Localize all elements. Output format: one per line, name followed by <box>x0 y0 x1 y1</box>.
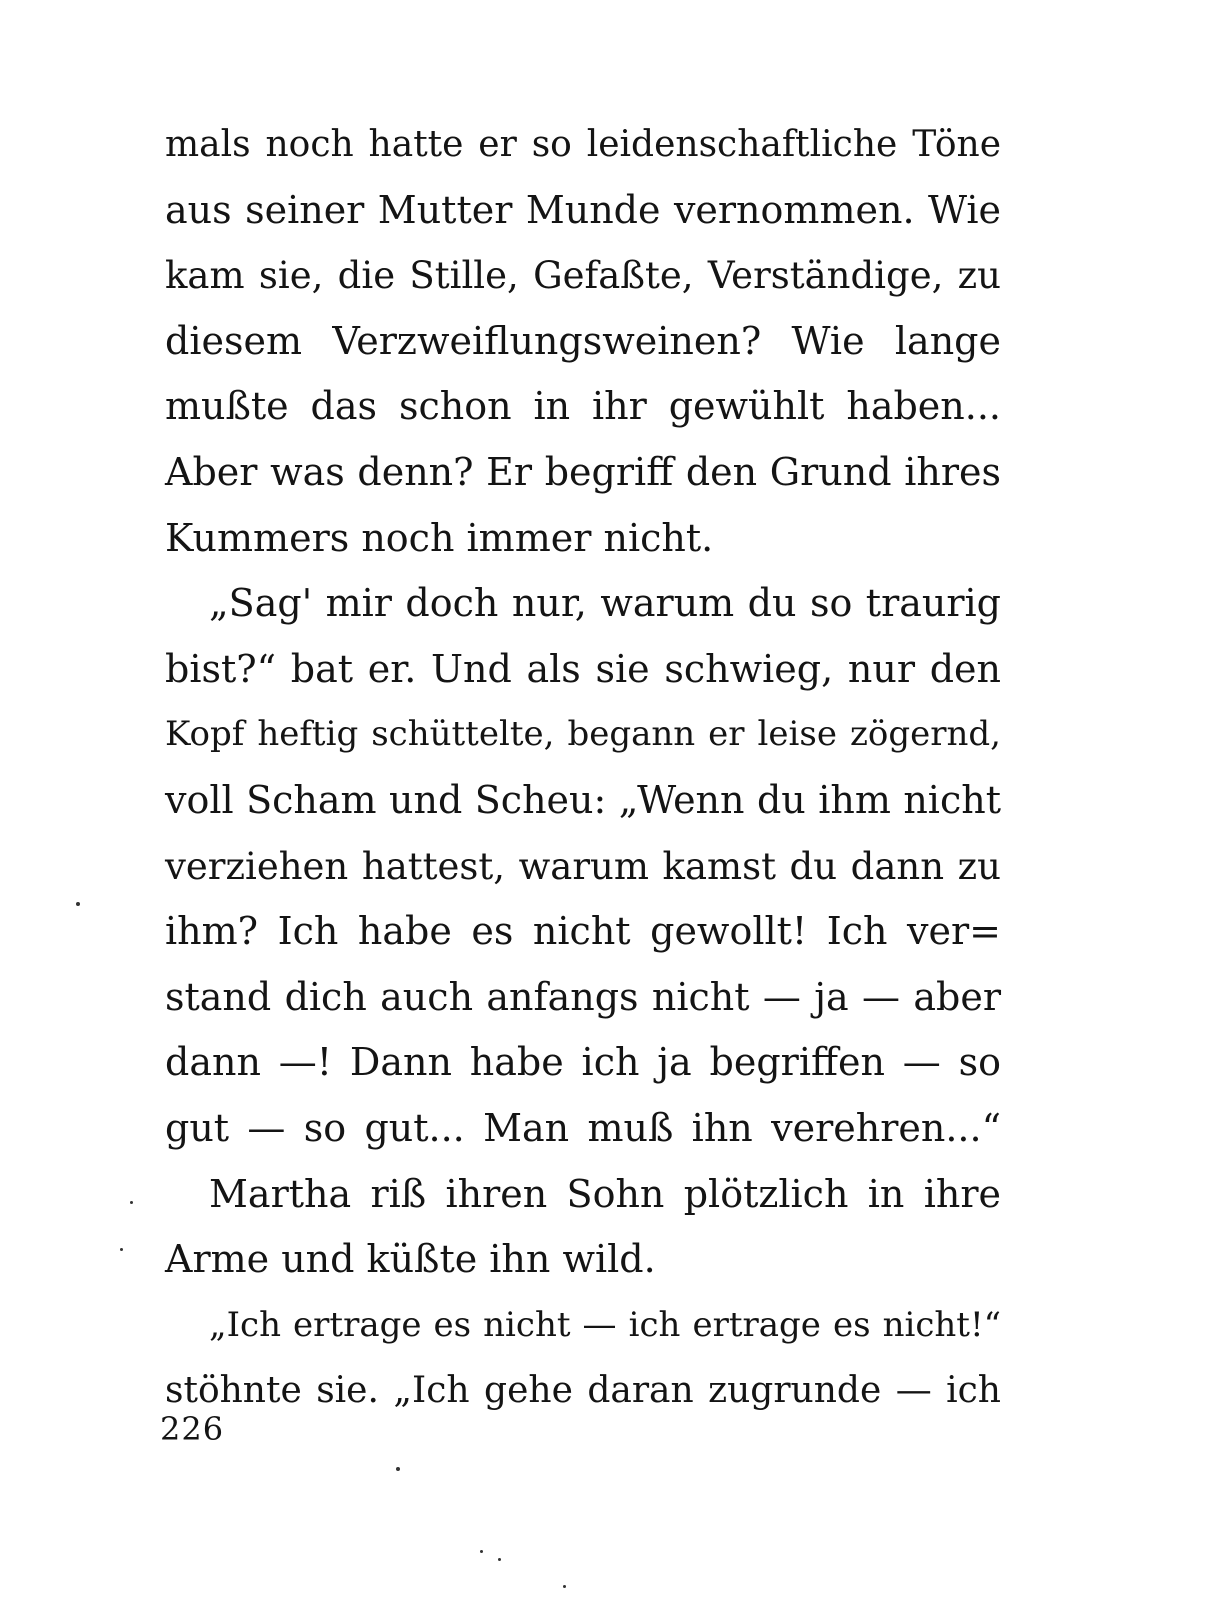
scan-speck <box>480 1550 483 1553</box>
scan-speck <box>498 1558 501 1561</box>
text-line: „Ich ertrage es nicht — ich ertrage es nicht!“ <box>209 1304 1001 1345</box>
text-line: aus seiner Mutter Munde vernommen. Wie <box>165 187 1001 232</box>
text-line: bist?“ bat er. Und als sie schwieg, nur den <box>165 646 1001 691</box>
text-line: diesem Verzweiflungsweinen? Wie lange <box>165 318 1001 363</box>
text-line: Aber was denn? Er begriff den Grund ihres <box>165 449 1001 494</box>
scan-speck <box>120 1248 123 1251</box>
scan-speck <box>396 1467 400 1471</box>
text-line: gut — so gut... Man muß ihn verehren...“ <box>165 1105 1001 1150</box>
text-line: voll Scham und Scheu: „Wenn du ihm nicht <box>165 777 1001 822</box>
scan-speck <box>76 902 80 906</box>
body-text <box>165 112 1001 1424</box>
text-line: ihm? Ich habe es nicht gewollt! Ich ver= <box>165 909 1001 954</box>
scan-speck <box>563 1585 566 1588</box>
text-line: kam sie, die Stille, Gefaßte, Verständige, zu <box>165 254 1001 298</box>
text-line: stöhnte sie. „Ich gehe daran zugrunde — ich <box>165 1370 1001 1412</box>
text-line: mals noch hatte er so leidenschaftliche Töne <box>165 124 1001 165</box>
page-number: 226 <box>160 1410 225 1448</box>
text-line: Arme und küßte ihn wild. <box>165 1237 656 1282</box>
text-line: stand dich auch anfangs nicht — ja — aber <box>165 974 1001 1019</box>
text-line: verziehen hattest, warum kamst du dann zu <box>165 844 1001 888</box>
text-line: Martha riß ihren Sohn plötzlich in ihre <box>209 1171 1001 1216</box>
text-line: Kopf heftig schüttelte, begann er leise zögernd, <box>165 714 1001 755</box>
text-line: Kummers noch immer nicht. <box>165 515 714 560</box>
scan-speck <box>130 1201 133 1204</box>
text-line: mußte das schon in ihr gewühlt haben... <box>165 384 1001 429</box>
text-line: „Sag' mir doch nur, warum du so traurig <box>209 581 1001 626</box>
text-line: dann —! Dann habe ich ja begriffen — so <box>165 1040 1001 1085</box>
